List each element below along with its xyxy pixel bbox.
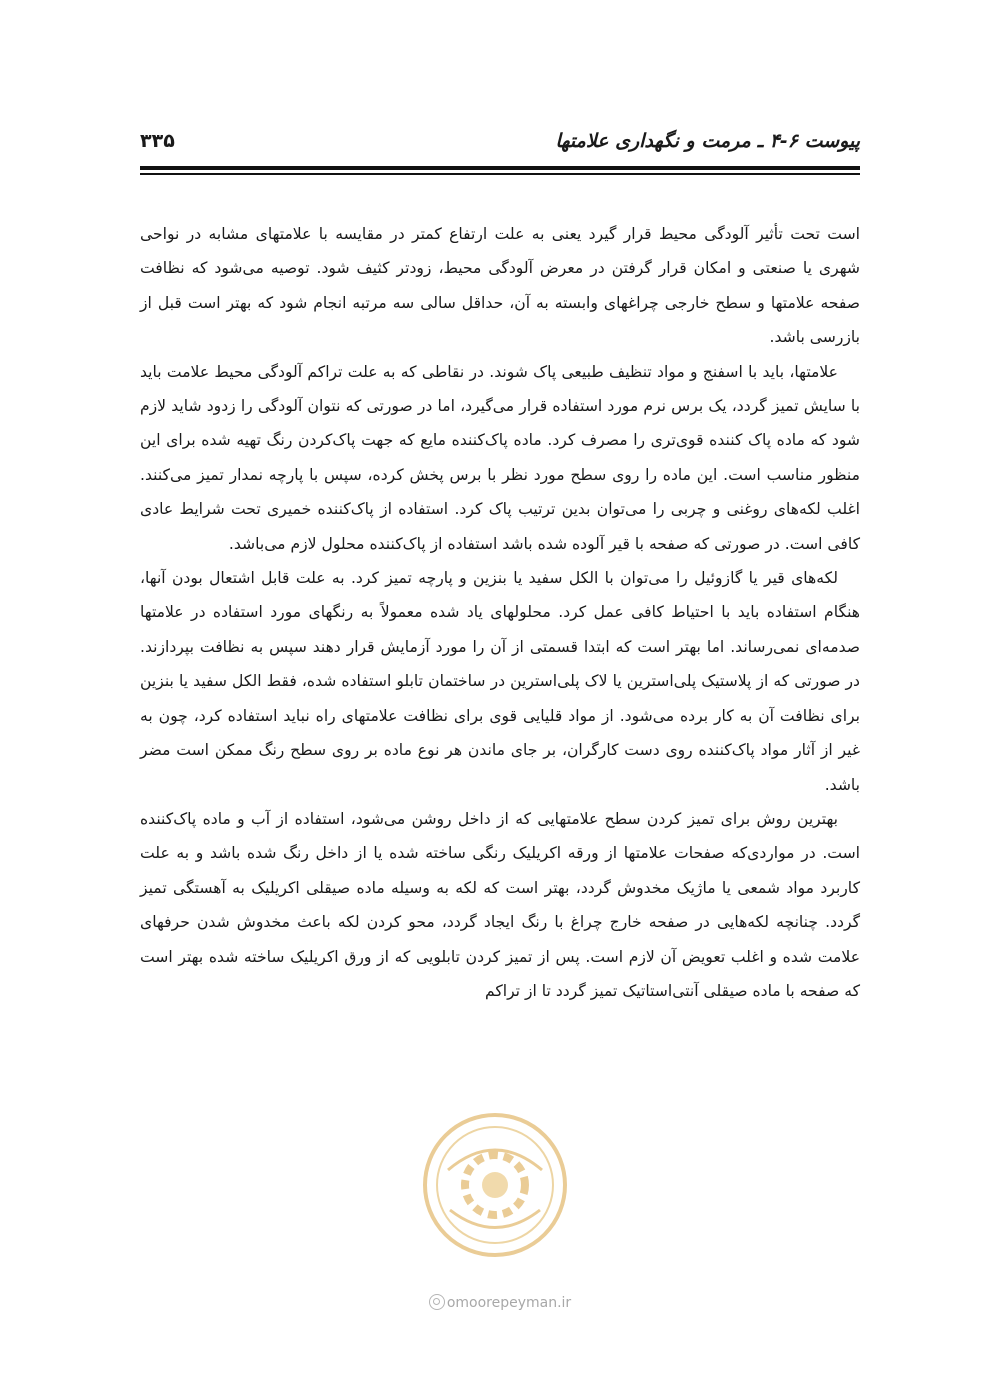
paragraph: لکه‌های قیر یا گازوئیل را می‌توان با الکل سفید یا بنزین و پارچه تمیز کرد. به علت قابل اشتعال بودن آنها، هنگام استفاده باید با احتیاط کافی عمل کرد. محلولهای یاد شده معمولاً به رنگهای مورد استفاده در علامتها صدمه‌ای نمی‌رساند. اما بهتر است که ابتدا قسمتی از آن را مورد آزمایش قرار دهند سپس به نظافت بپردازند. در صورتی که از پلاستیک پلی‌استرین یا لاک پلی‌استرین در ساختمان تابلو استفاده شده، فقط الکل سفید یا بنزین برای نظافت آن به کار برده می‌شود. از مواد قلیایی قوی برای نظافت علامتهای راه نباید استفاده کرد، چون به غیر از آثار مواد پاک‌کننده روی دست کارگران، بر جای ماندن هر نوع ماده بر روی سطح رنگ ممکن است مضر باشد. bbox=[140, 569, 860, 794]
header-rule-thin bbox=[140, 173, 860, 175]
page-number: ۳۳۵ bbox=[140, 130, 175, 152]
website-watermark bbox=[400, 1294, 600, 1311]
seal-logo-icon bbox=[420, 1110, 570, 1260]
chapter-title: پیوست ۶-۴ ـ مرمت و نگهداری علامتها bbox=[555, 130, 860, 152]
at-sign-icon bbox=[429, 1294, 445, 1310]
page-header bbox=[140, 118, 860, 158]
body-text bbox=[140, 217, 860, 1008]
header-rule-thick bbox=[140, 166, 860, 170]
paragraph: علامتها، باید با اسفنج و مواد تنظیف طبیعی پاک شوند. در نقاطی که به علت تراکم آلودگی محیط علامت باید با سایش تمیز گردد، یک برس نرم مورد استفاده قرار می‌گیرد، اما در صورتی که نتوان آلودگی را زدود شاید لازم شود که ماده پاک کننده قوی‌تری را مصرف کرد. ماده پاک‌کننده مایع که جهت پاک‌کردن رنگ تهیه شده برای این منظور مناسب است. این ماده را روی سطح مورد نظر با برس پخش کرده، سپس با پارچه نمدار تمیز می‌کنند. اغلب لکه‌های روغنی و چربی را می‌توان بدین ترتیب پاک کرد. استفاده از پاک‌کننده خمیری تحت شرایط عادی کافی است. در صورتی که صفحه با قیر آلوده شده باشد استفاده از پاک‌کننده محلول لازم می‌باشد. bbox=[140, 362, 860, 553]
paragraph: است تحت تأثیر آلودگی محیط قرار گیرد یعنی به علت ارتفاع کمتر در مقایسه با علامتهای مشابه در نواحی شهری یا صنعتی و امکان قرار گرفتن در معرض آلودگی محیط، زودتر کثیف شود. توصیه می‌شود که نظافت صفحه علامتها و سطح خارجی چراغهای وابسته به آن، حداقل سالی سه مرتبه انجام شود که بهتر است قبل از بازرسی باشد. bbox=[140, 225, 860, 347]
paragraph: بهترین روش برای تمیز کردن سطح علامتهایی که از داخل روشن می‌شود، استفاده از آب و ماده پاک‌کننده است. در مواردی‌که صفحات علامتها از ورقه اکریلیک رنگی ساخته شده یا از داخل رنگ شده باشد و به علت کاربرد مواد شمعی یا ماژیک مخدوش گردد، بهتر است که لکه به وسیله ماده صیقلی اکریلیک به آهستگی تمیز گردد. چنانچه لکه‌هایی در صفحه خارج چراغ با رنگ ایجاد گردد، محو کردن لکه باعث مخدوش شدن حرفهای علامت شده و اغلب تعویض آن لازم است. پس از تمیز کردن تابلویی که از ورق اکریلیک ساخته شده بهتر است که صفحه با ماده صیقلی آنتی‌استاتیک تمیز گردد تا از تراکم bbox=[140, 809, 860, 1000]
website-text: omoorepeyman.ir bbox=[446, 1295, 572, 1311]
